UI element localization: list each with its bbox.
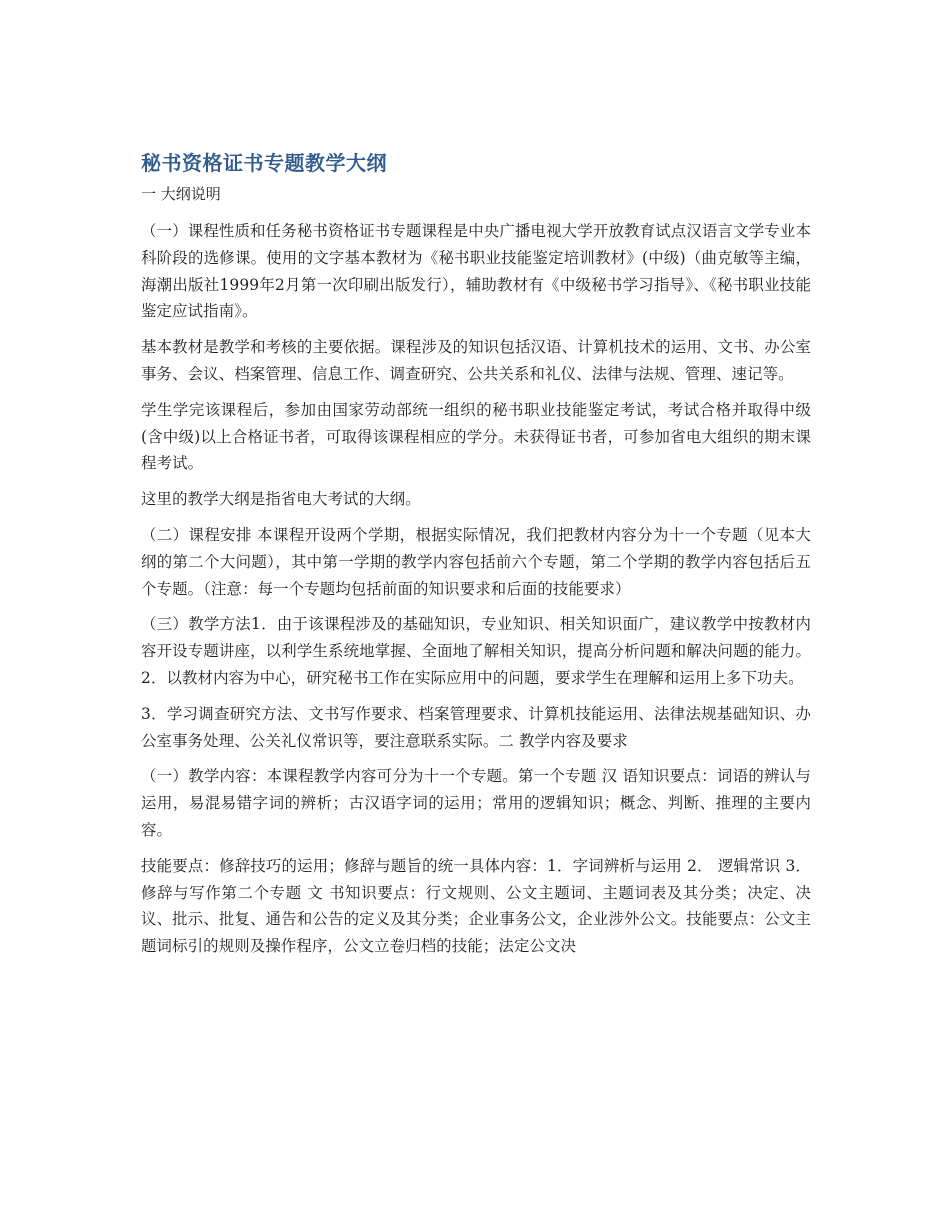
paragraph-teaching-content: （一）教学内容：本课程教学内容可分为十一个专题。第一个专题 汉 语知识要点：词语的辨认与运用，易混易错字词的辨析；古汉语字词的运用；常用的逻辑知识；概念、判断、推理的主要内容。 <box>141 767 811 839</box>
document-body <box>141 146 811 969</box>
paragraph-syllabus-scope: 这里的教学大纲是指省电大考试的大纲。 <box>141 490 421 509</box>
paragraph-course-nature: （一）课程性质和任务秘书资格证书专题课程是中央广播电视大学开放教育试点汉语言文学专业本科阶段的选修课。使用的文字基本教材为《秘书职业技能鉴定培训教材》(中级)（曲克敏等主编，海潮出版社1999年2月第一次印刷出版发行），辅助教材有《中级秘书学习指导》、《秘书职业技能鉴定应试指南》。 <box>141 222 811 321</box>
paragraph-exam-credit: 学生学完该课程后，参加由国家劳动部统一组织的秘书职业技能鉴定考试，考试合格并取得中级(含中级)以上合格证书者，可取得该课程相应的学分。未获得证书者，可参加省电大组织的期末课程考试。 <box>141 400 811 473</box>
section-heading: 一 大纲说明 <box>141 185 221 203</box>
paragraph-skill-points: 技能要点：修辞技巧的运用；修辞与题旨的统一具体内容：1．字词辨析与运用 2． 逻辑常识 3．修辞与写作第二个专题 文 书知识要点：行文规则、公文主题词、主题词表及其分类；决定、决议、批示、批复、通告和公告的定义及其分类；企业事务公文，企业涉外公文。技能要点：公文主题词标引的规则及操作程序，公文立卷归档的技能；法定公文决 <box>141 856 811 956</box>
paragraph-basic-textbook: 基本教材是教学和考核的主要依据。课程涉及的知识包括汉语、计算机技术的运用、文书、办公室事务、会议、档案管理、信息工作、调查研究、公共关系和礼仪、法律与法规、管理、速记等。 <box>141 338 811 383</box>
paragraph-course-arrangement: （二）课程安排 本课程开设两个学期，根据实际情况，我们把教材内容分为十一个专题（见本大纲的第二个大问题），其中第一学期的教学内容包括前六个专题，第二个学期的教学内容包括后五个专题。（注意：每一个专题均包括前面的知识要求和后面的技能要求） <box>141 525 811 598</box>
document-title: 秘书资格证书专题教学大纲 <box>141 151 387 175</box>
paragraph-study-methods: 3．学习调查研究方法、文书写作要求、档案管理要求、计算机技能运用、法律法规基础知识、办公室事务处理、公关礼仪常识等，要注意联系实际。二 教学内容及要求 <box>141 704 811 750</box>
paragraph-teaching-methods: （三）教学方法1．由于该课程涉及的基础知识，专业知识、相关知识面广，建议教学中按教材内容开设专题讲座，以利学生系统地掌握、全面地了解相关知识，提高分析问题和解决问题的能力。2．以教材内容为中心，研究秘书工作在实际应用中的问题，要求学生在理解和运用上多下功夫。 <box>141 615 811 687</box>
